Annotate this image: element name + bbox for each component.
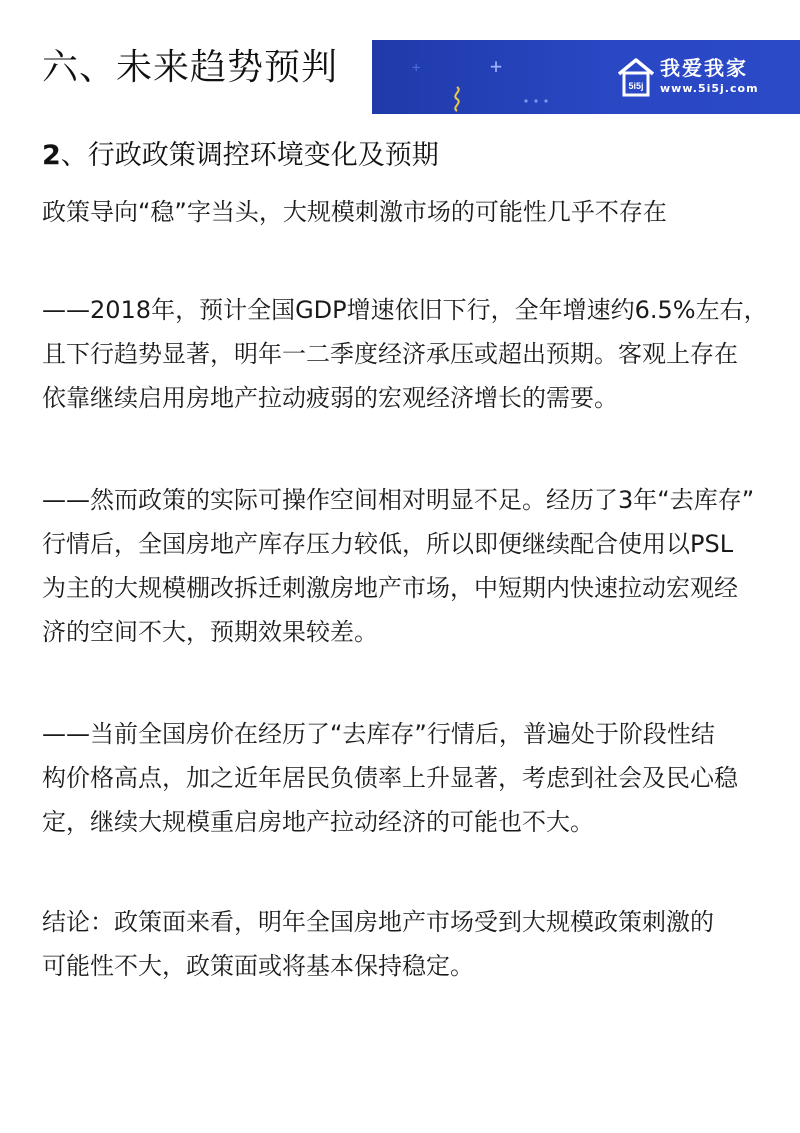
subsection-heading [42, 138, 439, 174]
paragraph-line: ——当前全国房价在经历了“去库存”行情后，普遍处于阶段性结 [42, 720, 715, 748]
paragraph-line: 济的空间不大，预期效果较差。 [42, 618, 378, 646]
paragraph-line: 行情后，全国房地产库存压力较低，所以即便继续配合使用以PSL [42, 530, 734, 558]
paragraph-line: 定，继续大规模重启房地产拉动经济的可能也不大。 [42, 808, 594, 836]
paragraph-line: 政策导向“稳”字当头，大规模刺激市场的可能性几乎不存在 [42, 198, 667, 226]
brand-name: 我爱我家 [660, 56, 748, 80]
subsection-title: 、行政政策调控环境变化及预期 [60, 140, 439, 171]
plus-decoration-icon: + [412, 60, 421, 76]
paragraph-line: ——然而政策的实际可操作空间相对明显不足。经历了3年“去库存” [42, 486, 755, 514]
house-logo-icon [616, 56, 656, 98]
brand-banner [372, 40, 800, 114]
brand-url: www.5i5j.com [660, 82, 759, 95]
dots-decoration-icon [522, 96, 562, 106]
plus-decoration-icon: + [490, 54, 503, 78]
paragraph-line: 且下行趋势显著，明年一二季度经济承压或超出预期。客观上存在 [42, 340, 738, 368]
paragraph-house-price [42, 712, 762, 844]
paragraph-line: 结论：政策面来看，明年全国房地产市场受到大规模政策刺激的 [42, 908, 714, 936]
paragraph-line: ——2018年，预计全国GDP增速依旧下行，全年增速约6.5%左右， [42, 296, 768, 324]
logo-glyph: 5i5j [628, 81, 644, 91]
subsection-number: 2 [42, 140, 61, 171]
paragraph-line: 构价格高点，加之近年居民负债率上升显著，考虑到社会及民心稳 [42, 764, 738, 792]
paragraph-line: 依靠继续启用房地产拉动疲弱的宏观经济增长的需要。 [42, 384, 618, 412]
paragraph-lead [42, 190, 762, 234]
paragraph-conclusion [42, 900, 762, 988]
paragraph-policy-space [42, 478, 762, 654]
squiggle-decoration-icon [450, 86, 464, 112]
paragraph-gdp [42, 288, 768, 420]
paragraph-line: 可能性不大，政策面或将基本保持稳定。 [42, 952, 474, 980]
paragraph-line: 为主的大规模棚改拆迁刺激房地产市场，中短期内快速拉动宏观经 [42, 574, 738, 602]
section-title: 六、未来趋势预判 [42, 47, 339, 88]
page-header [0, 0, 800, 120]
brand-logo [616, 54, 792, 102]
